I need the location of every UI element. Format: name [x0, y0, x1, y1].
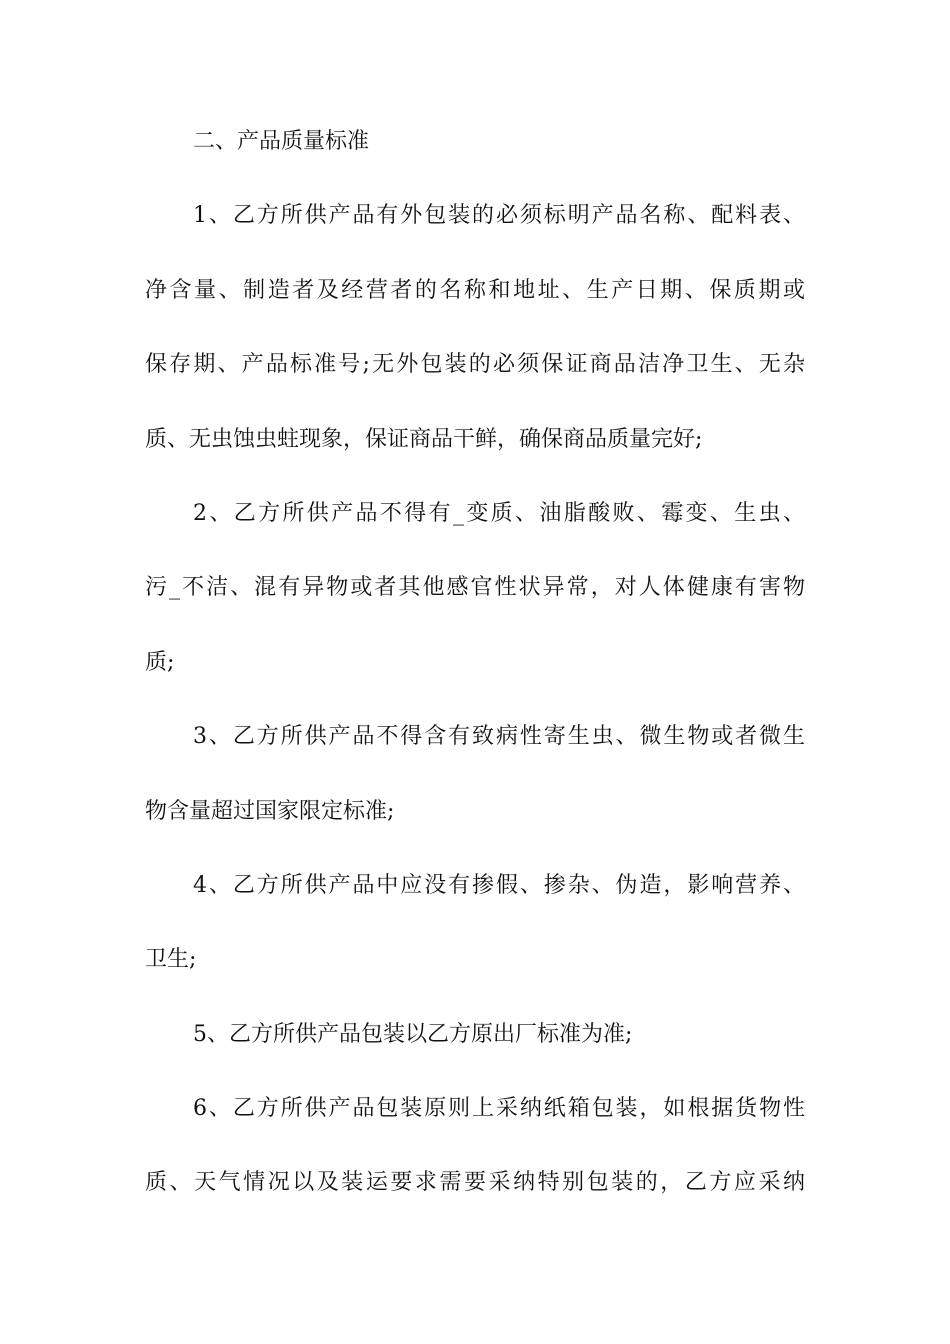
paragraph-line: 保存期、产品标准号;无外包装的必须保证商品洁净卫生、无杂 [145, 352, 805, 378]
paragraph-line: 净含量、制造者及经营者的名称和地址、生产日期、保质期或 [145, 277, 805, 303]
paragraph-line: 2、乙方所供产品不得有_变质、油脂酸败、霉变、生虫、 [193, 500, 805, 526]
paragraph-6 [145, 1091, 805, 1240]
paragraph-2 [145, 496, 805, 719]
section-heading: 二、产品质量标准 [193, 129, 370, 154]
paragraph-1 [145, 198, 805, 496]
paragraph-line: 物含量超过国家限定标准; [145, 798, 395, 824]
document-body [145, 124, 805, 1240]
paragraph-line: 卫生; [145, 947, 197, 973]
paragraph-4 [145, 868, 805, 1017]
paragraph-3 [145, 719, 805, 868]
paragraph-line: 质、天气情况以及装运要求需要采纳特别包装的，乙方应采纳 [145, 1170, 805, 1196]
paragraph-line: 1、乙方所供产品有外包装的必须标明产品名称、配料表、 [193, 203, 805, 229]
paragraph-5 [145, 1017, 805, 1091]
paragraph-line: 污_不洁、混有异物或者其他感官性状异常，对人体健康有害物 [145, 575, 805, 601]
paragraph-line: 质; [145, 649, 175, 675]
paragraph-line: 4、乙方所供产品中应没有掺假、掺杂、伪造，影响营养、 [193, 872, 805, 898]
paragraph-line: 质、无虫蚀虫蛀现象，保证商品干鲜，确保商品质量完好; [145, 426, 703, 452]
paragraph-line: 6、乙方所供产品包装原则上采纳纸箱包装，如根据货物性 [193, 1096, 805, 1122]
paragraph-line: 5、乙方所供产品包装以乙方原出厂标准为准; [193, 1021, 633, 1047]
paragraph-line: 3、乙方所供产品不得含有致病性寄生虫、微生物或者微生 [193, 724, 805, 750]
